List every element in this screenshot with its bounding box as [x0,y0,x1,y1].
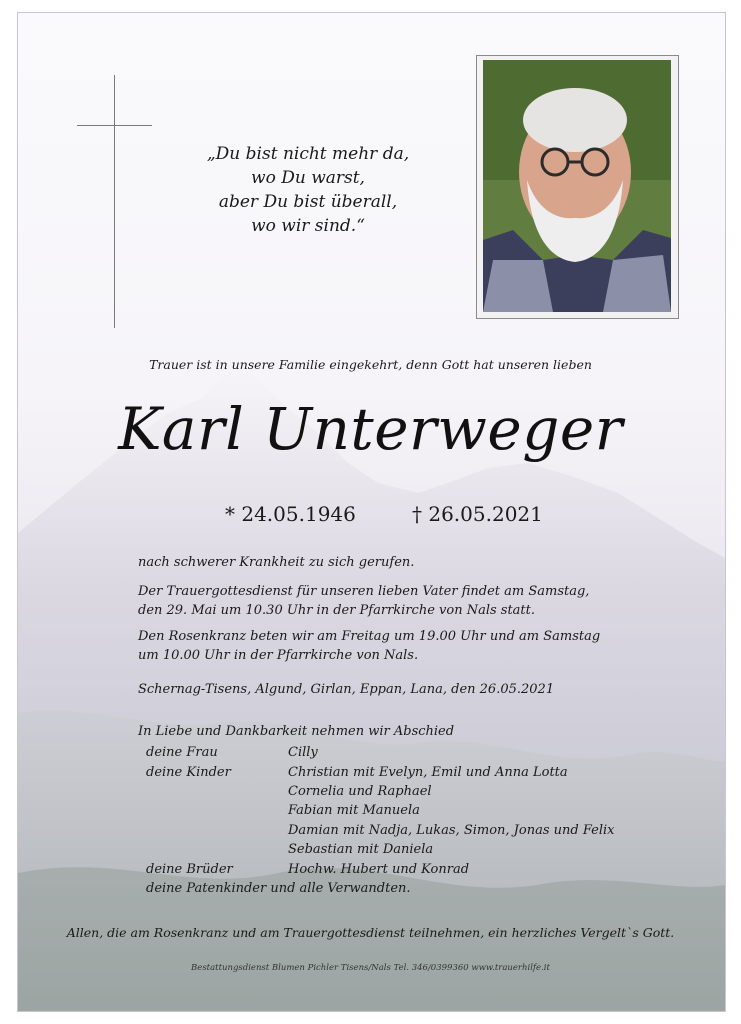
memorial-quote [188,142,428,238]
family-member: Fabian mit Manuela [288,803,420,818]
portrait-photo [483,60,671,312]
farewell-text: In Liebe und Dankbarkeit nehmen wir Abschied [138,724,455,739]
family-member: Sebastian mit Daniela [288,842,434,857]
closing-text: Allen, die am Rosenkranz und am Trauergottesdienst teilnehmen, ein herzliches Vergelt`s Gott. [66,925,675,940]
cross-vertical-line [114,75,115,328]
portrait-illustration [483,60,671,312]
birth-date: * 24.05.1946 [225,502,356,526]
family-member: Christian mit Evelyn, Emil und Anna Lotta [288,765,568,780]
quote-line: wo wir sind.“ [251,216,365,236]
funeral-service-text: Der Trauergottesdienst für unseren lieben Vater findet am Samstag, den 29. Mai um 10.30 Uhr in der Pfarrkirche von Nals statt. [138,584,590,618]
family-label: deine Brüder [146,862,233,877]
family-member: Cilly [288,745,318,760]
death-date: † 26.05.2021 [412,502,543,526]
family-member: Damian mit Nadja, Lukas, Simon, Jonas und Felix [288,823,615,838]
family-label: deine Frau [146,745,218,760]
place-date-text: Schernag-Tisens, Algund, Girlan, Eppan, Lana, den 26.05.2021 [138,682,555,697]
family-member: Hochw. Hubert und Konrad [288,862,470,877]
quote-line: wo Du warst, [251,168,365,188]
quote-line: aber Du bist überall, [218,192,398,212]
intro-text: Trauer ist in unsere Familie eingekehrt, denn Gott hat unseren lieben [149,357,592,372]
deceased-name: Karl Unterweger [118,395,623,463]
footer-text: Bestattungsdienst Blumen Pichler Tisens/Nals Tel. 346/0399360 www.trauerhilfe.it [191,963,550,973]
cross-horizontal-line [77,125,152,126]
portrait-frame [476,55,679,319]
quote-line: „Du bist nicht mehr da, [206,144,410,164]
family-label: deine Patenkinder und alle Verwandten. [146,881,411,896]
family-member: Cornelia und Raphael [288,784,432,799]
rosary-text: Den Rosenkranz beten wir am Freitag um 19.00 Uhr und am Samstag um 10.00 Uhr in der Pfarrkirche von Nals. [138,629,601,663]
family-label: deine Kinder [146,765,231,780]
death-notice-text: nach schwerer Krankheit zu sich gerufen. [138,555,415,570]
